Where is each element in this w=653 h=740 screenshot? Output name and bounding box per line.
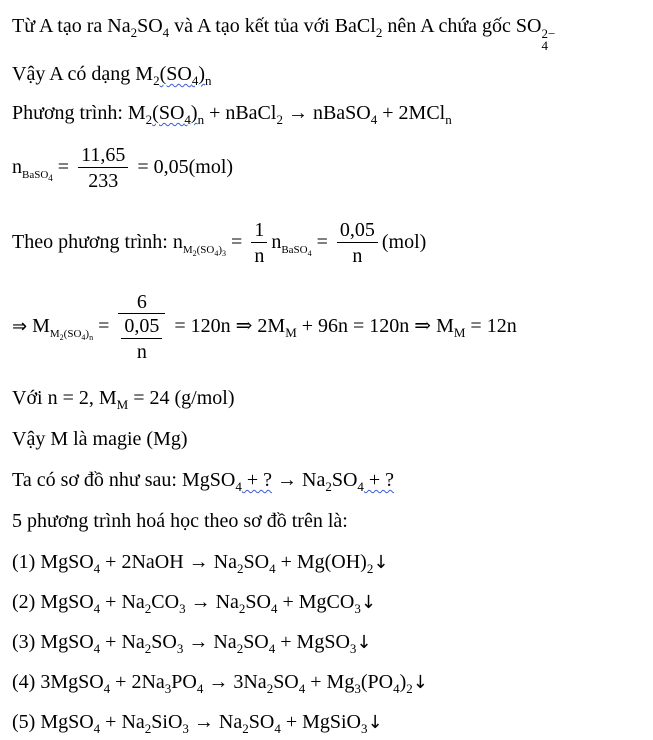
subscript: M <box>453 325 466 341</box>
unknown-reagent: + ? <box>241 469 272 491</box>
text: Phương trình: M <box>12 102 146 124</box>
subscript: 2 <box>130 25 138 40</box>
text: + nBaCl <box>204 102 277 124</box>
text: → nBaSO <box>282 102 371 124</box>
subscript: 2 <box>153 73 160 88</box>
inner-fraction: $\frac{0,05}{n}$ <box>121 314 162 365</box>
precipitate-arrow: ↓ <box>412 672 428 693</box>
text: Theo phương trình: <box>12 231 168 254</box>
text: Vậy A có dạng M <box>12 63 154 85</box>
text: + 2MCl <box>377 102 446 124</box>
text: n <box>12 156 22 179</box>
subscript: 4 <box>184 112 191 127</box>
subscript: 2 <box>145 112 153 127</box>
line-scheme <box>12 468 394 492</box>
equation-2: (2) MgSO$_4$ + $Na_2CO_3 \to Na_2SO_4$ + MgCO$_3$↓ <box>12 591 376 616</box>
text: SO <box>331 469 358 491</box>
subscript: 2 <box>375 25 383 40</box>
text: = 120n ⇒ 2M <box>174 315 286 338</box>
fraction: $\frac{11,65}{233}$ <box>78 143 128 194</box>
line-moles-baso4 <box>12 143 233 194</box>
formula-wavy <box>159 63 212 88</box>
text: (mol) <box>381 231 427 254</box>
unknown-product: + ? <box>363 469 395 491</box>
line-reaction-equation <box>12 101 452 125</box>
text: (SO <box>159 63 192 85</box>
text: ) <box>198 63 205 85</box>
line-n-value <box>12 386 234 410</box>
line-five-equations-heading <box>12 509 348 533</box>
ion-charge <box>542 28 556 52</box>
text: Với n = 2, M <box>12 387 117 409</box>
subscript: 4 <box>162 25 170 40</box>
precipitate-arrow: ↓ <box>373 552 389 573</box>
text: n <box>172 231 183 254</box>
text: nên A chứa gốc SO <box>382 15 542 37</box>
text: Ta có sơ đồ như sau: MgSO <box>12 469 236 491</box>
subscript: BaSO4 <box>22 169 53 184</box>
text: 5 phương trình hoá học theo sơ đồ trên là: <box>12 510 348 532</box>
text: + 96n = 120n ⇒ M <box>296 315 454 338</box>
equals: = <box>231 231 243 254</box>
text: n <box>271 231 282 254</box>
equation-4: (4) 3MgSO$_4$ + $2Na_3PO_4 \to 3Na_2SO_4$ + $Mg_3(PO_4)_2↓$ <box>12 671 428 696</box>
text: M <box>32 315 50 338</box>
text: Từ A tạo ra Na <box>12 15 131 37</box>
subscript: 2 <box>276 112 283 127</box>
precipitate-arrow: ↓ <box>367 712 383 733</box>
line-molar-mass <box>12 290 517 365</box>
subscript: n <box>445 112 452 127</box>
text: = 0,05(mol) <box>137 156 234 179</box>
subscript: 4 <box>191 73 199 88</box>
line-form-of-a <box>12 62 212 86</box>
subscript: n <box>205 73 212 88</box>
equation-3: (3) MgSO$_4$ + $Na_2SO_3 \to Na_2SO_4$ + MgSO$_3$↓ <box>12 631 372 656</box>
equals: = <box>316 231 328 254</box>
text: (SO <box>152 102 185 124</box>
fraction: $\frac{1}{n}$ <box>251 218 267 269</box>
equation-5: (5) MgSO$_4$ + $Na_2SiO_3 \to Na_2SO_4$ + MgSiO$_3$↓ <box>12 711 383 736</box>
formula-wavy <box>152 102 205 127</box>
fraction: $\frac{6}{\frac{0,05}{n}}$ <box>118 290 165 365</box>
equation-1: (1) MgSO$_4$ + 2NaOH → $Na_2SO_4$ + $Mg(OH)_2↓$ <box>12 551 389 576</box>
subscript: M2(SO4)3 <box>182 244 227 259</box>
implies-arrow: ⇒ <box>12 316 28 338</box>
subscript: M2(SO4)n <box>49 328 94 343</box>
line-anion-reasoning <box>12 14 555 52</box>
line-moles-m-salt <box>12 218 426 269</box>
subscript: M <box>116 397 129 412</box>
text: → Na <box>272 469 326 491</box>
text: Vậy M là magie (Mg) <box>12 428 188 450</box>
subscript: 4 <box>370 112 378 127</box>
text: ) <box>190 102 198 124</box>
text: SO <box>137 15 163 37</box>
superscript: 2− <box>541 26 556 41</box>
equals: = <box>57 156 70 179</box>
subscript: 4 <box>541 38 548 53</box>
text: = 12n <box>465 315 517 338</box>
text: = 24 (g/mol) <box>128 387 235 409</box>
equals: = <box>98 315 110 338</box>
subscript: 4 <box>235 479 242 494</box>
subscript: BaSO4 <box>281 244 312 259</box>
precipitate-arrow: ↓ <box>360 592 376 613</box>
line-conclusion-mg <box>12 427 188 451</box>
subscript: n <box>197 112 205 127</box>
subscript: 2 <box>325 479 332 494</box>
subscript: M <box>285 325 297 341</box>
precipitate-arrow: ↓ <box>356 632 372 653</box>
subscript: 4 <box>357 479 364 494</box>
text: và A tạo kết tủa với BaCl <box>169 15 376 37</box>
fraction: $\frac{0,05}{n}$ <box>337 218 378 269</box>
